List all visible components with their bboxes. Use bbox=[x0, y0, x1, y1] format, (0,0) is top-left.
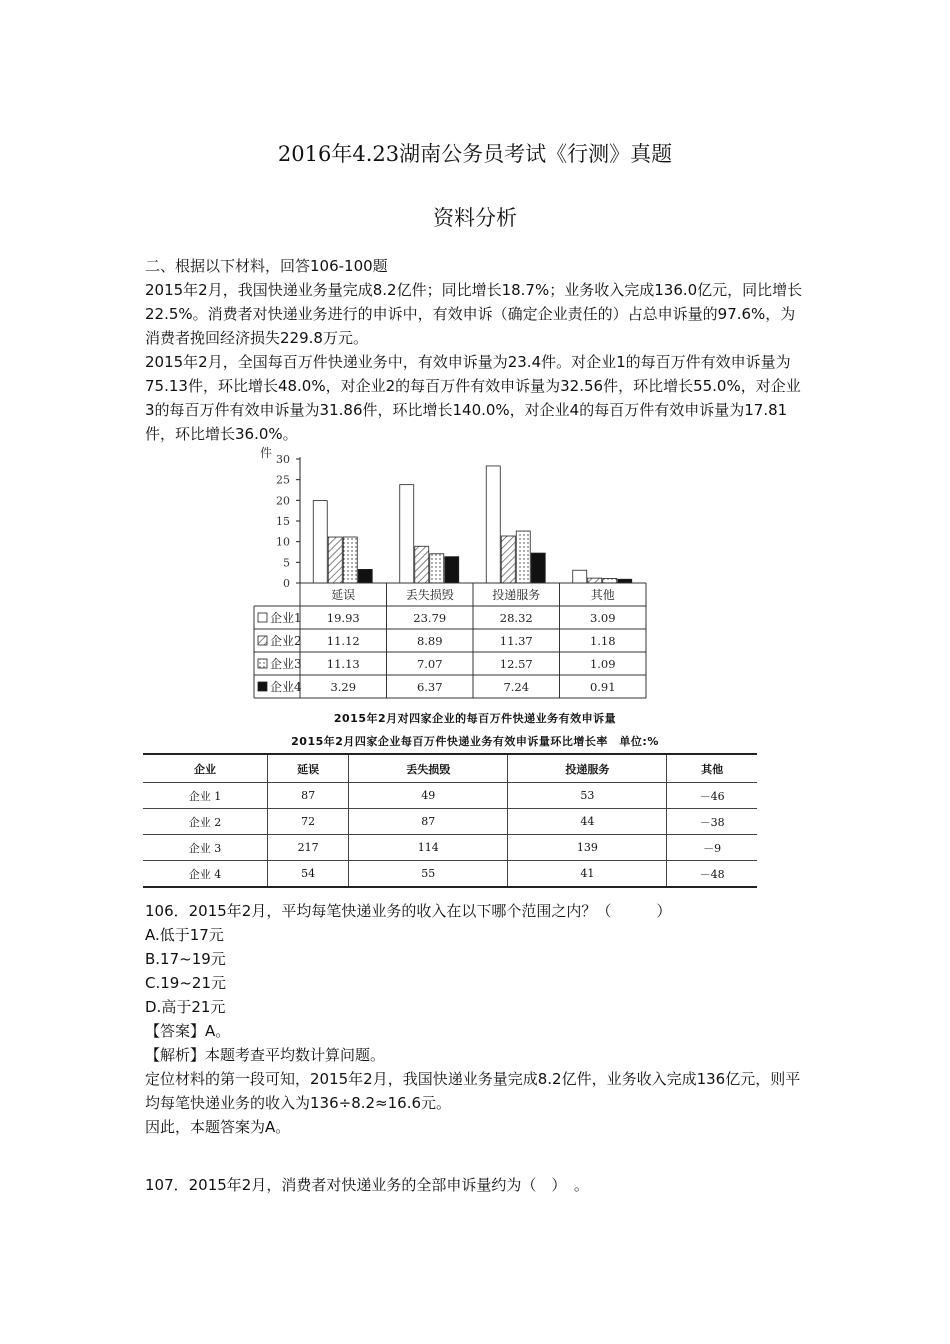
material-para-2: 2015年2月，全国每百万件快递业务中，有效申诉量为23.4件。对企业1的每百万件有效申诉量为75.13件，环比增长48.0%，对企业2的每百万件有效申诉量为32.56件，环比增长55.0%，对企业3的每百万件有效申诉量为31.86件，环比增长140.0%，对企业4的每百万件有效申诉量为17.81件，环比增长36.0%。 bbox=[145, 353, 801, 443]
data-label: 7.07 bbox=[416, 657, 443, 671]
legend-swatch bbox=[258, 636, 267, 645]
data-label: 8.89 bbox=[416, 634, 443, 648]
table-cell: 217 bbox=[268, 835, 349, 861]
table-cell: 55 bbox=[349, 861, 508, 888]
data-label: 0.91 bbox=[589, 680, 616, 694]
legend-label: 企业3 bbox=[270, 657, 302, 671]
table-cell: 企业 4 bbox=[188, 867, 222, 881]
table-row bbox=[143, 861, 757, 888]
data-label: 3.29 bbox=[330, 680, 357, 694]
y-tick-label: 10 bbox=[276, 535, 290, 549]
section-title: 资料分析 bbox=[433, 206, 517, 230]
bar-企业4 bbox=[531, 553, 545, 583]
col-header: 延误 bbox=[268, 754, 349, 783]
bar-企业2 bbox=[415, 546, 429, 583]
y-tick-label: 25 bbox=[276, 473, 290, 487]
data-label: 12.57 bbox=[499, 657, 533, 671]
table-cell: －46 bbox=[667, 783, 757, 809]
y-tick-label: 5 bbox=[283, 556, 290, 570]
analysis-title: 【解析】本题考查平均数计算问题。 bbox=[145, 1046, 386, 1064]
table-cell: －9 bbox=[667, 835, 757, 861]
col-header: 投递服务 bbox=[508, 754, 667, 783]
data-label: 19.93 bbox=[326, 611, 360, 625]
legend-label: 企业2 bbox=[270, 634, 302, 648]
conclusion: 因此，本题答案为A。 bbox=[145, 1118, 291, 1136]
x-category-label: 投递服务 bbox=[492, 588, 541, 602]
option-c: C.19~21元 bbox=[145, 974, 226, 992]
bar-企业3 bbox=[430, 554, 444, 583]
bar-企业3 bbox=[343, 537, 357, 583]
bar-企业4 bbox=[358, 569, 372, 583]
bar-企业2 bbox=[328, 537, 342, 583]
bar-企业1 bbox=[400, 485, 414, 583]
option-d: D.高于21元 bbox=[145, 998, 226, 1016]
data-label: 28.32 bbox=[499, 611, 533, 625]
bar-企业4 bbox=[445, 557, 459, 583]
y-tick-label: 20 bbox=[276, 494, 290, 508]
option-b: B.17~19元 bbox=[145, 950, 226, 968]
bar-企业2 bbox=[588, 578, 602, 583]
question-107 bbox=[145, 1173, 810, 1197]
table-row bbox=[143, 809, 757, 835]
growth-rate-table bbox=[143, 753, 757, 888]
analysis-body: 定位材料的第一段可知，2015年2月，我国快递业务量完成8.2亿件，业务收入完成136亿元，则平均每笔快递业务的收入为136÷8.2≈16.6元。 bbox=[145, 1070, 801, 1112]
question-text: 106．2015年2月，平均每笔快递业务的收入在以下哪个范围之内？（ ） bbox=[145, 902, 672, 920]
table-header-row bbox=[143, 754, 757, 783]
table-cell: 72 bbox=[268, 809, 349, 835]
legend-swatch bbox=[258, 682, 267, 691]
x-category-label: 延误 bbox=[331, 588, 356, 602]
y-tick-label: 15 bbox=[276, 515, 290, 528]
x-category-label: 其他 bbox=[590, 588, 615, 602]
table-cell: 企业 1 bbox=[188, 789, 222, 803]
material-text bbox=[145, 254, 810, 446]
table-cell: －48 bbox=[667, 861, 757, 888]
table-caption: 2015年2月四家企业每百万件快递业务有效申诉量环比增长率 单位:% bbox=[291, 735, 659, 748]
complaint-chart-svg bbox=[230, 445, 660, 705]
data-label: 6.37 bbox=[416, 680, 443, 694]
bar-企业1 bbox=[486, 466, 500, 583]
table-cell: 44 bbox=[508, 809, 667, 835]
legend-label: 企业1 bbox=[270, 611, 302, 625]
table-cell: 41 bbox=[508, 861, 667, 888]
data-label: 23.79 bbox=[413, 611, 447, 625]
col-header: 其他 bbox=[667, 754, 757, 783]
bar-企业2 bbox=[501, 536, 515, 583]
legend-label: 企业4 bbox=[270, 680, 302, 694]
bar-企业3 bbox=[516, 531, 530, 583]
data-label: 11.12 bbox=[326, 634, 360, 648]
table-cell: 54 bbox=[268, 861, 349, 888]
bar-企业4 bbox=[618, 579, 632, 583]
x-category-label: 丢失损毁 bbox=[405, 588, 454, 602]
y-tick-label: 0 bbox=[283, 577, 290, 590]
data-label: 3.09 bbox=[589, 611, 616, 625]
chart-caption: 2015年2月对四家企业的每百万件快递业务有效申诉量 bbox=[333, 712, 617, 725]
table-cell: 87 bbox=[268, 783, 349, 809]
col-header: 企业 bbox=[194, 762, 216, 776]
table-row bbox=[143, 835, 757, 861]
option-a: A.低于17元 bbox=[145, 926, 224, 944]
data-label: 1.18 bbox=[589, 634, 616, 648]
table-cell: －38 bbox=[667, 809, 757, 835]
table-cell: 企业 3 bbox=[188, 841, 222, 855]
table-cell: 企业 2 bbox=[188, 815, 222, 829]
data-label: 7.24 bbox=[503, 680, 530, 694]
col-header: 丢失损毁 bbox=[349, 754, 508, 783]
y-axis-label: 件 bbox=[260, 446, 273, 460]
data-label: 11.13 bbox=[326, 657, 360, 671]
material-para-1: 2015年2月，我国快递业务量完成8.2亿件；同比增长18.7%；业务收入完成136.0亿元，同比增长22.5%。消费者对快递业务进行的申诉中，有效申诉（确定企业责任的）占总申诉量的97.6%，为消费者挽回经济损失229.8万元。 bbox=[145, 281, 803, 347]
material-intro: 二、根据以下材料，回答106-100题 bbox=[145, 257, 388, 275]
doc-title: 2016年4.23湖南公务员考试《行测》真题 bbox=[277, 142, 673, 166]
legend-swatch bbox=[258, 613, 267, 622]
bar-企业1 bbox=[313, 501, 327, 583]
answer: 【答案】A。 bbox=[145, 1022, 231, 1040]
bar-企业3 bbox=[603, 578, 617, 583]
table-cell: 114 bbox=[349, 835, 508, 861]
question-106 bbox=[145, 899, 810, 1139]
table-cell: 53 bbox=[508, 783, 667, 809]
data-label: 1.09 bbox=[589, 657, 616, 671]
table-row bbox=[143, 783, 757, 809]
table-cell: 49 bbox=[349, 783, 508, 809]
table-cell: 139 bbox=[508, 835, 667, 861]
data-label: 11.37 bbox=[499, 634, 533, 648]
legend-swatch bbox=[258, 659, 267, 668]
question-text: 107．2015年2月，消费者对快递业务的全部申诉量约为（ ） 。 bbox=[145, 1176, 589, 1194]
table-cell: 87 bbox=[349, 809, 508, 835]
bar-企业1 bbox=[573, 570, 587, 583]
y-tick-label: 30 bbox=[276, 453, 290, 466]
